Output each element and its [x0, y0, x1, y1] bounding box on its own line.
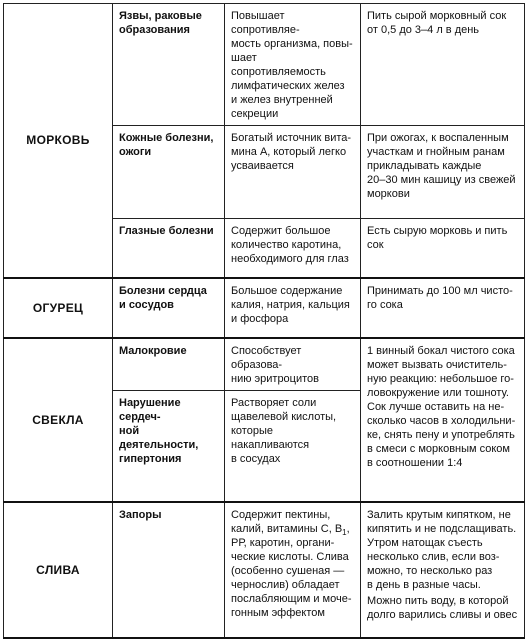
effect-cell: Большое содержание калия, натрия, кальция и фосфора [225, 278, 361, 338]
effect-cell: Содержит большое количество каротина, необходимого для глаз [225, 219, 361, 278]
vegetable-cell-cucumber: ОГУРЕЦ [4, 278, 113, 338]
disease-cell: Запоры [113, 502, 225, 638]
vitamin-subscript: 1 [342, 528, 347, 538]
usage-paragraph: Залить крутым кипятком, не кипятить и не подслащивать. Утром натощак съесть несколько слив, если воз- можно, то несколько раз в день в разные часы. [367, 509, 517, 591]
disease-cell: Глазные болезни [113, 219, 225, 278]
vegetable-cell-carrot: МОРКОВЬ [4, 4, 113, 278]
table-row [4, 338, 525, 391]
usage-cell: Есть сырую морковь и пить сок [361, 219, 525, 278]
usage-paragraph: Можно пить воду, в которой долго варились сливы и овес [367, 595, 518, 621]
table-row [4, 502, 525, 638]
effect-text-part: , РР, каротин, органи- ческие кислоты. Слива (особенно сушеная — чернослив) обладает послабляющим и моче- гонным эффектом [231, 523, 352, 619]
effect-cell [225, 502, 361, 638]
table-row [4, 4, 525, 126]
usage-cell: Принимать до 100 мл чисто- го сока [361, 278, 525, 338]
remedies-table [3, 3, 525, 639]
vegetable-cell-beet: СВЕКЛА [4, 338, 113, 503]
effect-cell: Растворяет соли щавелевой кислоты, которые накапливаются в сосудах [225, 390, 361, 502]
vegetable-cell-plum: СЛИВА [4, 502, 113, 638]
effect-cell: Способствует образова- нию эритроцитов [225, 338, 361, 391]
disease-cell: Язвы, раковые образования [113, 4, 225, 126]
effect-cell: Богатый источник вита- мина А, который легко усваивается [225, 126, 361, 219]
disease-cell: Болезни сердца и сосудов [113, 278, 225, 338]
disease-cell: Малокровие [113, 338, 225, 391]
table-row [4, 278, 525, 338]
effect-cell: Повышает сопротивляе- мость организма, повы- шает сопротивляемость лимфатических желез и желез внутренней секреции [225, 4, 361, 126]
disease-cell: Нарушение сердеч- ной деятельности, гипертония [113, 390, 225, 502]
usage-cell: При ожогах, к воспаленным участкам и гнойным ранам прикладывать каждые 20–30 мин кашицу из свежей моркови [361, 126, 525, 219]
usage-cell: 1 винный бокал чистого сока может вызвать очиститель- ную реакцию: небольшое го- ловокружение или тошноту. Сок лучше оставить на не- сколько часов в холодильни- ке, снять пену и употреблять в смеси с морковным соком в соотношении 1:4 [361, 338, 525, 503]
effect-text-part: Содержит пектины, калий, витамины С, В [231, 509, 343, 535]
usage-cell: Пить сырой морковный сок от 0,5 до 3–4 л в день [361, 4, 525, 126]
usage-cell [361, 502, 525, 638]
disease-cell: Кожные болезни, ожоги [113, 126, 225, 219]
